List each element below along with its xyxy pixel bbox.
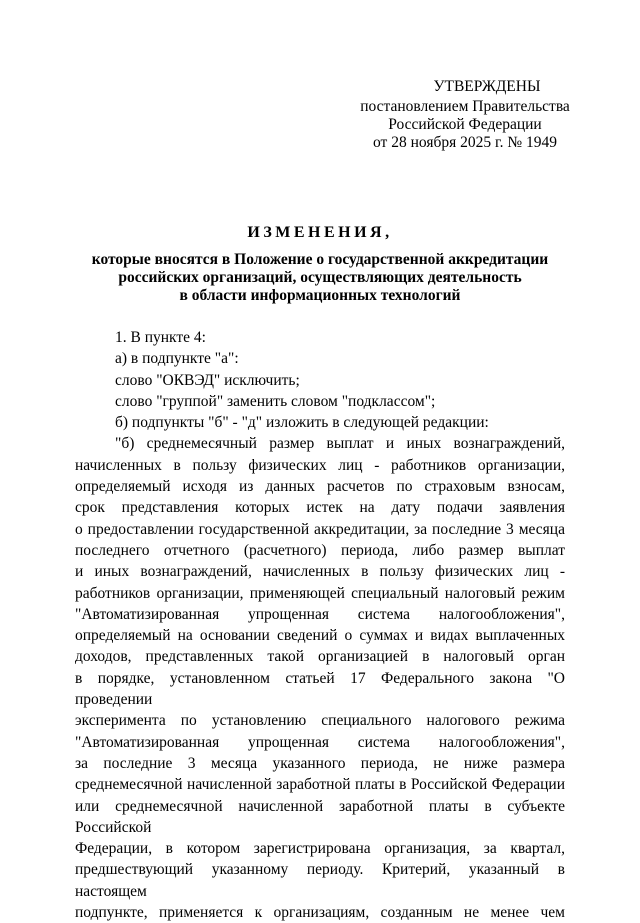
paragraph-line: начисленных в пользу физических лиц - работников организации,	[75, 456, 565, 474]
list-item: 1. В пункте 4:	[115, 329, 206, 346]
approval-block	[330, 78, 600, 152]
paragraph-line: о предоставлении государственной аккредитации, за последние 3 месяца	[75, 520, 565, 538]
paragraph-line: эксперимента по установлению специального налогового режима	[75, 712, 565, 730]
paragraph-line: или среднемесячной начисленной заработной платы в субъекте Российской	[75, 797, 565, 836]
paragraph-line: "б) среднемесячный размер выплат и иных вознаграждений,	[115, 435, 565, 453]
subtitle-line: в области информационных технологий	[179, 287, 461, 304]
paragraph-line: в порядке, установленном статьей 17 Федерального закона "О проведении	[75, 669, 565, 709]
paragraph-line: последнего отчетного (расчетного) периода, либо размер выплат	[75, 541, 565, 559]
list-item: слово "ОКВЭД" исключить;	[115, 371, 300, 389]
paragraph-line: определяемый исходя из данных расчетов по страховым взносам,	[75, 478, 565, 496]
subtitle-line: российских организаций, осуществляющих деятельность	[118, 269, 522, 286]
list-item: слово "группой" заменить словом "подклассом";	[115, 392, 436, 410]
paragraph-line: за последние 3 месяца указанного периода, не ниже размера	[75, 754, 565, 772]
approval-line: постановлением Правительства	[360, 98, 570, 115]
list-item: б) подпункты "б" - "д" изложить в следующей редакции:	[115, 414, 489, 432]
document-heading: ИЗМЕНЕНИЯ,	[247, 224, 393, 241]
paragraph-line: "Автоматизированная упрощенная система налогообложения",	[75, 605, 565, 623]
paragraph-line: "Автоматизированная упрощенная система налогообложения",	[75, 733, 565, 751]
paragraph-line: предшествующий указанному периоду. Критерий, указанный в настоящем	[75, 861, 565, 900]
subtitle-line: которые вносятся в Положение о государственной аккредитации	[91, 251, 549, 268]
document-body	[75, 327, 565, 923]
paragraph-line: подпункте, применяется к организациям, созданным не менее чем	[75, 904, 565, 922]
paragraph-line: определяемый на основании сведений о суммах и видах выплаченных	[75, 627, 565, 645]
paragraph-line: работников организации, применяющей специальный налоговый режим	[75, 584, 565, 602]
approved-label: УТВЕРЖДЕНЫ	[433, 78, 541, 95]
paragraph-line: среднемесячной начисленной заработной платы в Российской Федерации	[75, 776, 565, 794]
document-subtitle	[70, 251, 570, 305]
approval-line: от 28 ноября 2025 г. № 1949	[373, 134, 557, 151]
paragraph-line: Федерации, в котором зарегистрирована организация, за квартал,	[75, 840, 565, 858]
approval-line: Российской Федерации	[388, 116, 542, 133]
paragraph-line: срок представления которых истек на дату подачи заявления	[75, 499, 565, 517]
paragraph-line: и иных вознаграждений, начисленных в пользу физических лиц -	[75, 563, 565, 581]
paragraph-line: доходов, представленных такой организацией в налоговый орган	[75, 648, 565, 666]
list-item: а) в подпункте "а":	[115, 350, 239, 368]
